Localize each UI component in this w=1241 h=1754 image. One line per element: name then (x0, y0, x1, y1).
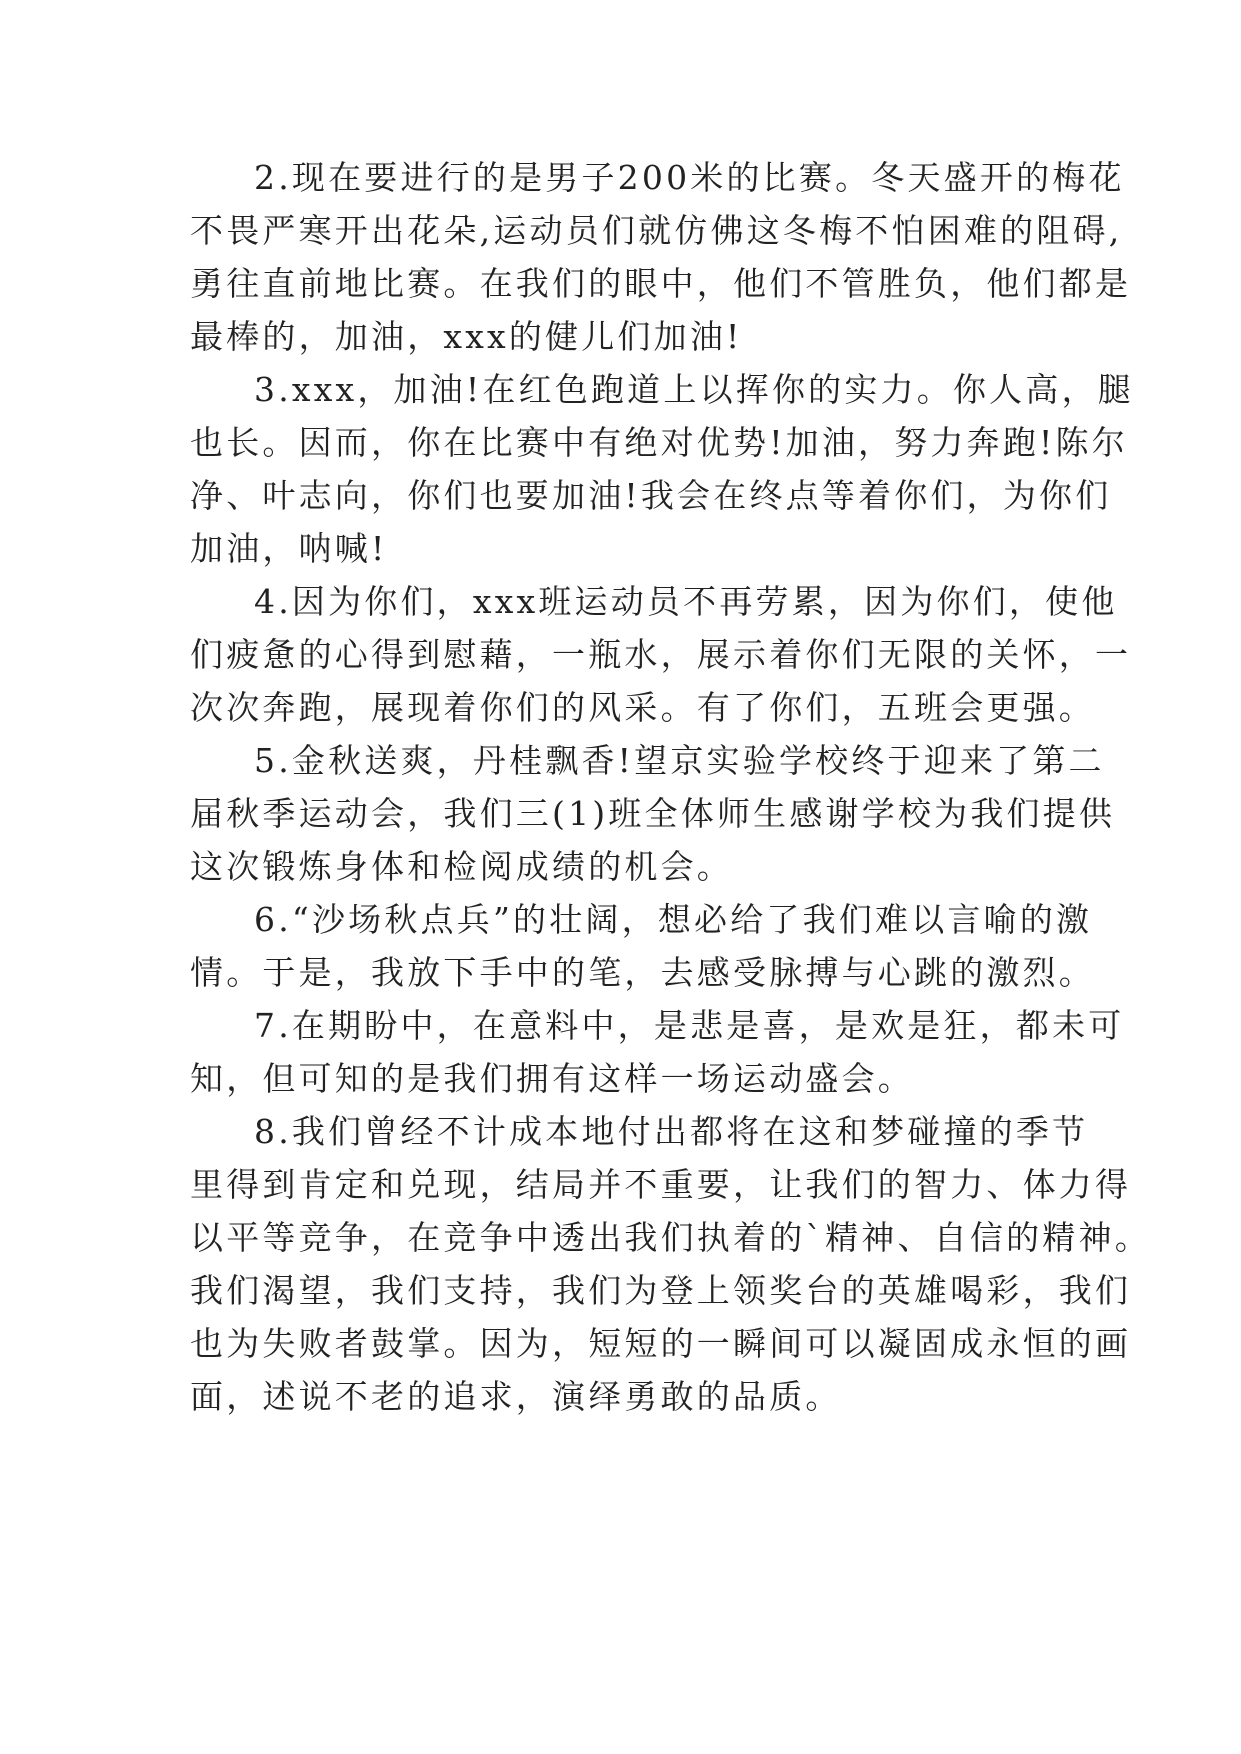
paragraph-6-line-2: 情。于是，我放下手中的笔，去感受脉搏与心跳的激烈。 (190, 953, 1095, 992)
paragraph-8-line-6: 面，述说不老的追求，演绎勇敢的品质。 (190, 1377, 842, 1416)
paragraph-2-line-4: 最棒的，加油，xxx的健儿们加油! (190, 317, 743, 356)
paragraph-8-line-1: 8.我们曾经不计成本地付出都将在这和梦碰撞的季节 (254, 1112, 1089, 1151)
paragraph-3-line-1: 3.xxx，加油!在红色跑道上以挥你的实力。你人高，腿 (254, 370, 1134, 409)
paragraph-3-line-3: 净、叶志向，你们也要加油!我会在终点等着你们，为你们 (190, 476, 1112, 515)
paragraph-2-line-2: 不畏严寒开出花朵,运动员们就仿佛这冬梅不怕困难的阻碍, (190, 211, 1123, 250)
paragraph-4-line-3: 次次奔跑，展现着你们的风采。有了你们，五班会更强。 (190, 688, 1095, 727)
paragraph-8-line-3: 以平等竞争，在竞争中透出我们执着的`精神、自信的精神。 (190, 1218, 1151, 1257)
paragraph-7-line-2: 知，但可知的是我们拥有这样一场运动盛会。 (190, 1059, 914, 1098)
paragraph-6-line-1: 6.“沙场秋点兵”的壮阔，想必给了我们难以言喻的激 (254, 900, 1093, 939)
paragraph-5-line-3: 这次锻炼身体和检阅成绩的机会。 (190, 847, 733, 886)
paragraph-2-line-3: 勇往直前地比赛。在我们的眼中，他们不管胜负，他们都是 (190, 264, 1132, 303)
paragraph-4-line-2: 们疲惫的心得到慰藉，一瓶水，展示着你们无限的关怀，一 (190, 635, 1132, 674)
paragraph-4-line-1: 4.因为你们，xxx班运动员不再劳累，因为你们，使他 (254, 582, 1118, 621)
paragraph-8-line-5: 也为失败者鼓掌。因为，短短的一瞬间可以凝固成永恒的画 (190, 1324, 1132, 1363)
paragraph-8-line-4: 我们渴望，我们支持，我们为登上领奖台的英雄喝彩，我们 (190, 1271, 1132, 1310)
paragraph-3-line-4: 加油，呐喊! (190, 529, 388, 568)
paragraph-7-line-1: 7.在期盼中，在意料中，是悲是喜，是欢是狂，都未可 (254, 1006, 1125, 1045)
paragraph-3-line-2: 也长。因而，你在比赛中有绝对优势!加油，努力奔跑!陈尔 (190, 423, 1128, 462)
paragraph-5-line-1: 5.金秋送爽，丹桂飘香!望京实验学校终于迎来了第二 (254, 741, 1105, 780)
paragraph-5-line-2: 届秋季运动会，我们三(1)班全体师生感谢学校为我们提供 (190, 794, 1116, 833)
paragraph-8-line-2: 里得到肯定和兑现，结局并不重要，让我们的智力、体力得 (190, 1165, 1132, 1204)
paragraph-2-line-1: 2.现在要进行的是男子200米的比赛。冬天盛开的梅花 (254, 158, 1125, 197)
